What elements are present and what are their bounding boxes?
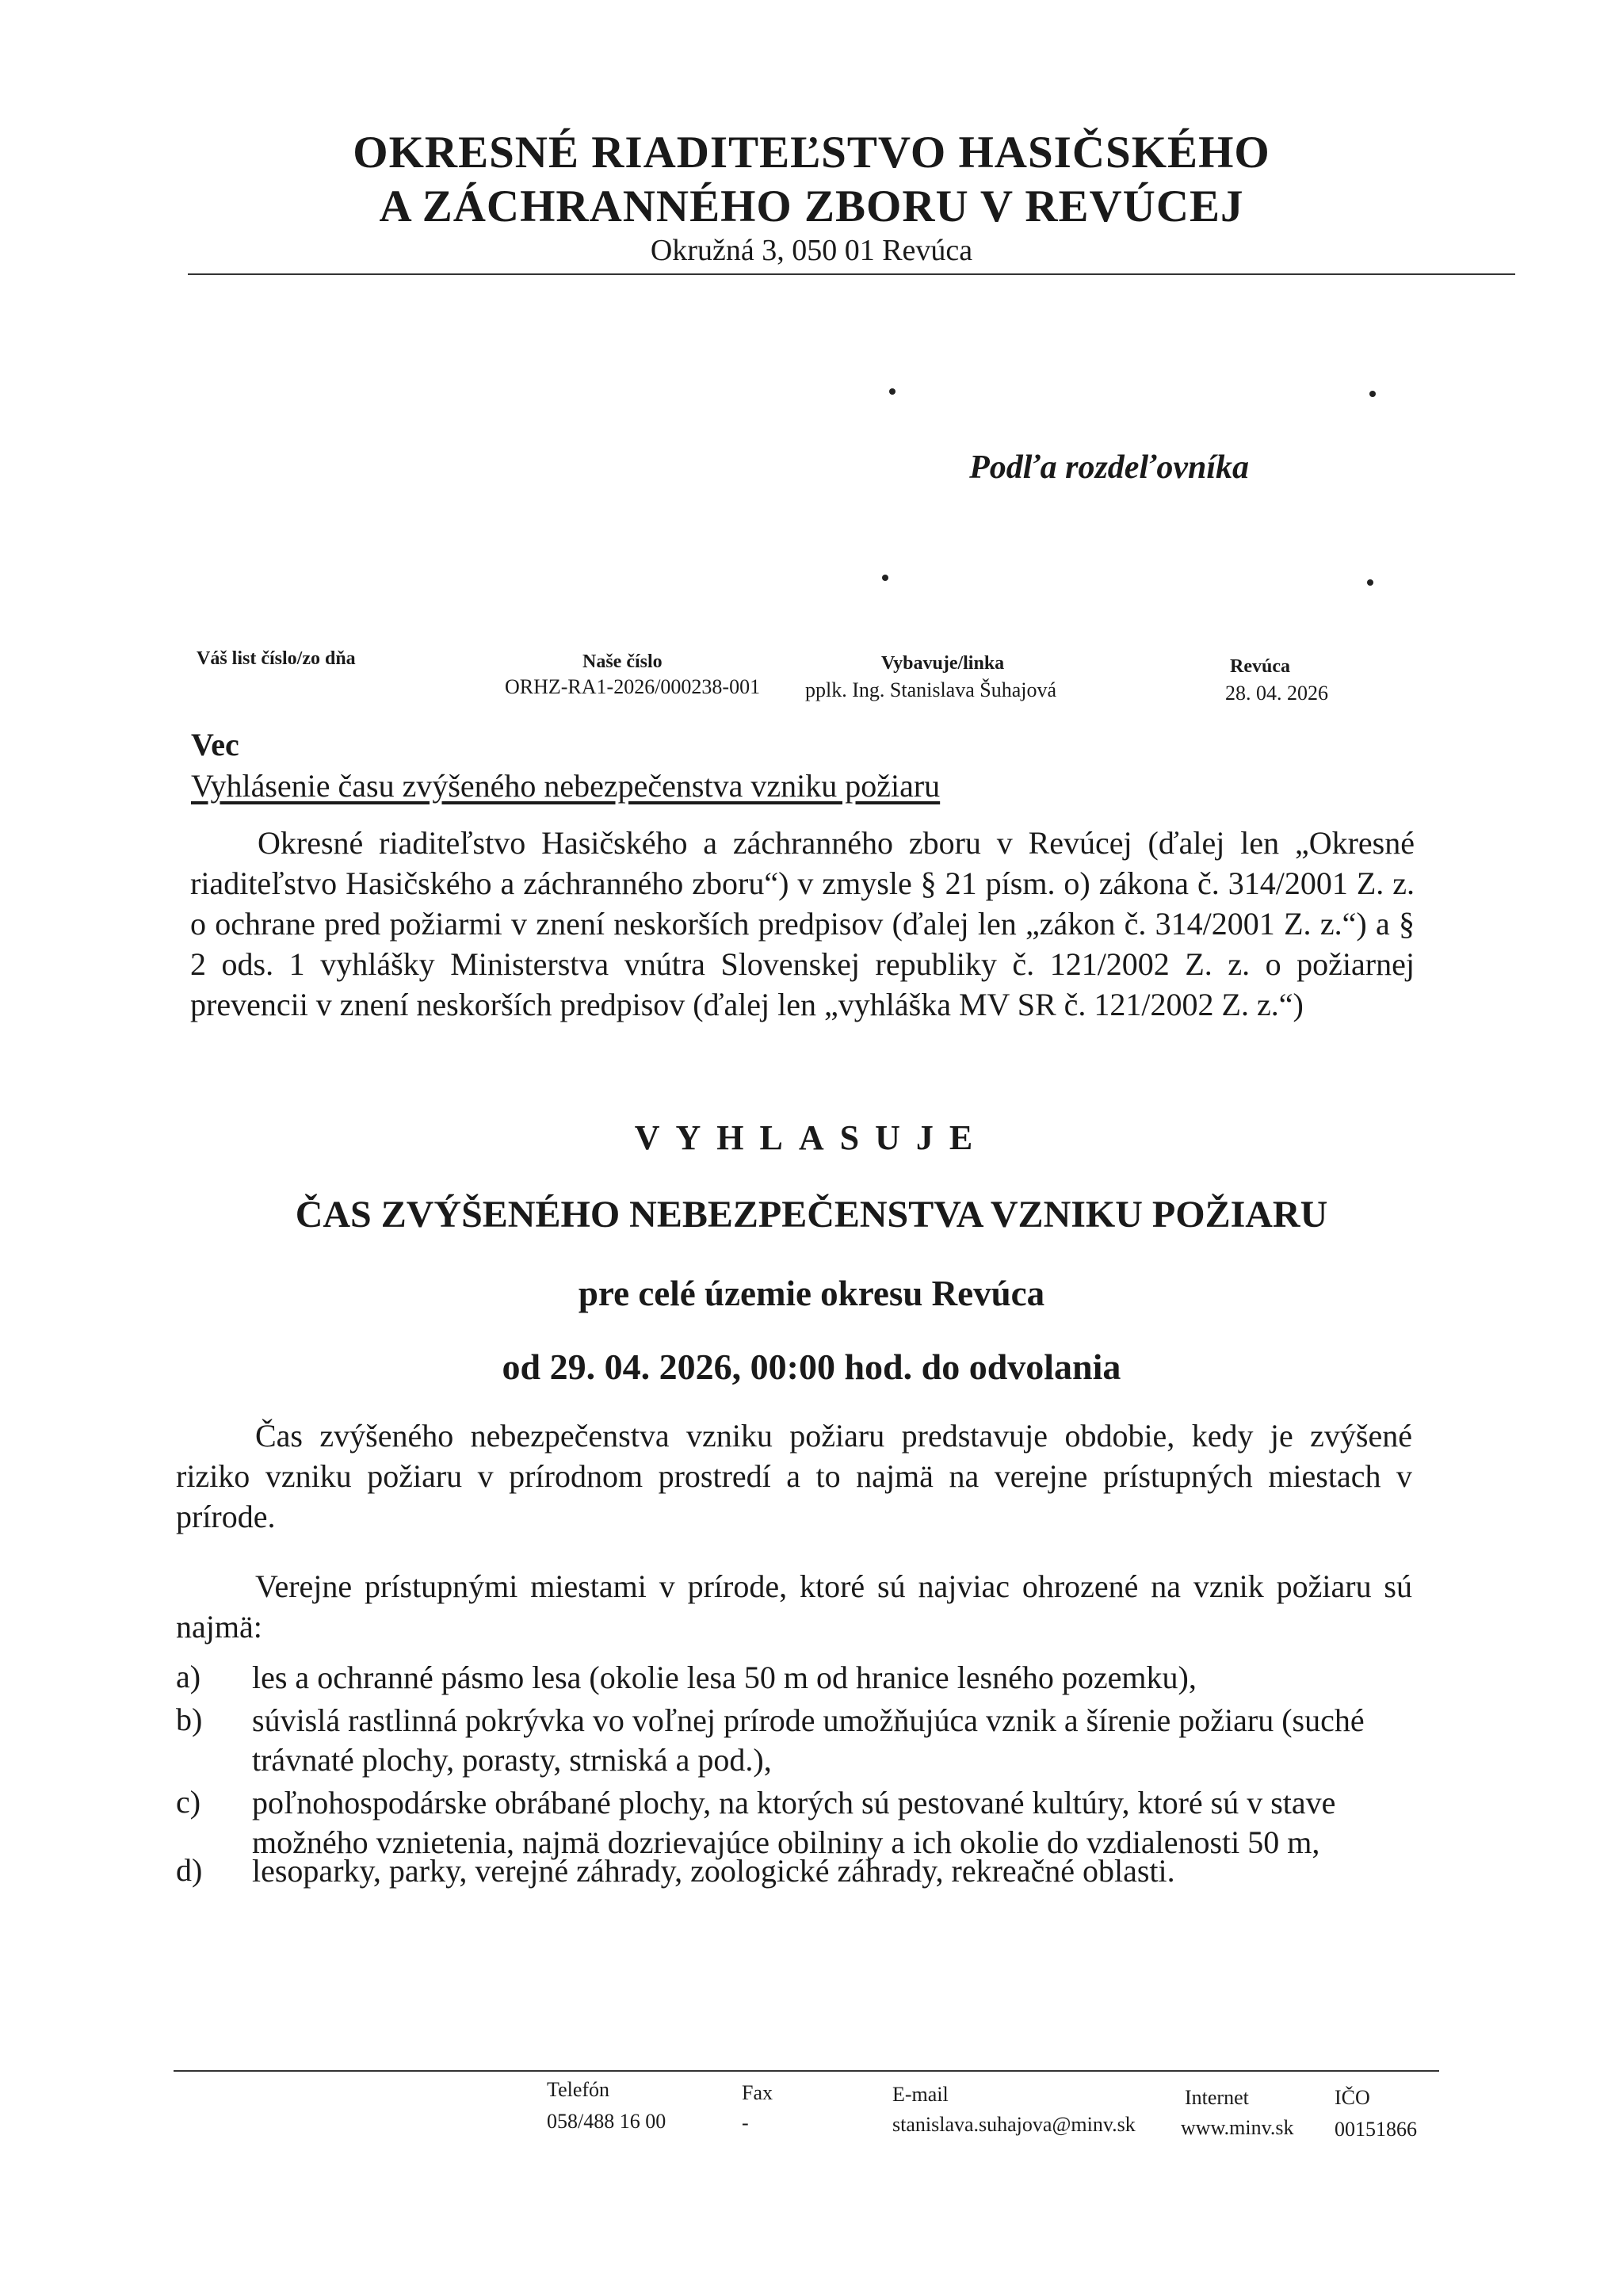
address-window-mark <box>1369 391 1376 397</box>
subject-label: Vec <box>191 727 239 762</box>
handled-by-label: Vybavuje/linka <box>881 653 1005 674</box>
declaration-scope: pre celé územie okresu Revúca <box>578 1274 1045 1313</box>
intro-paragraph-text: Okresné riaditeľstvo Hasičského a záchranného zboru v Revúcej (ďalej len „Okresné riaditeľstvo Hasičského a záchranného zboru“) v zmysle § 21 písm. o) zákona č. 314/2001 Z. z. o ochrane pred požiarmi v znení neskorších predpisov (ďalej len „zákon č. 314/2001 Z. z.“) a § 2 ods. 1 vyhlášky Ministerstva vnútra Slovenskej republiky č. 121/2002 Z. z. o požiarnej prevencii v znení neskorších predpisov (ďalej len „vyhláška MV SR č. 121/2002 Z. z.“) <box>190 825 1415 1022</box>
list-item-b-marker: b) <box>176 1702 203 1737</box>
address-window-mark <box>1367 579 1373 586</box>
footer-fax: - <box>742 2111 749 2134</box>
your-letter-label: Váš list číslo/zo dňa <box>197 648 356 669</box>
organization-name-line1: OKRESNÉ RIADITEĽSTVO HASIČSKÉHO <box>353 128 1270 178</box>
footer-email[interactable]: stanislava.suhajova@minv.sk <box>892 2113 1136 2136</box>
our-number: ORHZ-RA1-2026/000238-001 <box>505 675 761 698</box>
footer-divider <box>174 2070 1439 2072</box>
places-text: Verejne prístupnými miestami v prírode, ktoré sú najviac ohrozené na vznik požiaru sú najmä: <box>176 1568 1412 1645</box>
footer-fax-label: Fax <box>742 2081 773 2104</box>
list-item-c-marker: c) <box>176 1784 201 1820</box>
footer-internet-label: Internet <box>1185 2086 1249 2109</box>
place-label: Revúca <box>1230 656 1290 677</box>
declaration-period: od 29. 04. 2026, 00:00 hod. do odvolania <box>502 1347 1121 1387</box>
footer-email-label: E-mail <box>892 2083 949 2106</box>
organization-address: Okružná 3, 050 01 Revúca <box>650 234 973 267</box>
risk-definition-paragraph <box>176 1415 1412 1537</box>
list-item-c: poľnohospodárske obrábané plochy, na ktorých sú pestované kultúry, ktoré sú v stave možného vznietenia, najmä dozrievajúce obilniny a ich okolie do vzdialenosti 50 m, <box>252 1785 1336 1860</box>
declaration-verb: VYHLASUJE <box>634 1118 989 1157</box>
footer-ico-label: IČO <box>1335 2086 1370 2109</box>
list-item-d: lesoparky, parky, verejné záhrady, zoologické záhrady, rekreačné oblasti. <box>252 1853 1175 1889</box>
handled-by: pplk. Ing. Stanislava Šuhajová <box>805 678 1057 701</box>
footer-ico: 00151866 <box>1335 2118 1417 2141</box>
risk-definition-text: Čas zvýšeného nebezpečenstva vzniku požiaru predstavuje obdobie, kedy je zvýšené riziko vzniku požiaru v prírodnom prostredí a to najmä na verejne prístupných miestach v prírode. <box>176 1418 1412 1534</box>
recipient: Podľa rozdeľovníka <box>969 449 1249 486</box>
places-paragraph <box>176 1566 1412 1647</box>
footer-phone-label: Telefón <box>547 2078 610 2101</box>
list-item-a-marker: a) <box>176 1659 201 1694</box>
list-item-a: les a ochranné pásmo lesa (okolie lesa 50 m od hranice lesného pozemku), <box>252 1660 1197 1695</box>
address-window-mark <box>889 388 896 395</box>
list-item-d-marker: d) <box>176 1852 203 1888</box>
list-item-b: súvislá rastlinná pokrývka vo voľnej prírode umožňujúca vznik a šírenie požiaru (suché trávnaté plochy, porasty, strniská a pod.), <box>252 1702 1365 1778</box>
document-date: 28. 04. 2026 <box>1225 682 1328 705</box>
address-window-mark <box>882 575 888 581</box>
footer-phone: 058/488 16 00 <box>547 2110 666 2133</box>
intro-paragraph <box>190 823 1415 1025</box>
declaration-headline: ČAS ZVÝŠENÉHO NEBEZPEČENSTVA VZNIKU POŽIARU <box>295 1194 1328 1236</box>
our-number-label: Naše číslo <box>582 651 663 672</box>
subject-text: Vyhlásenie času zvýšeného nebezpečenstva vzniku požiaru <box>191 768 941 804</box>
footer-internet[interactable]: www.minv.sk <box>1181 2116 1294 2139</box>
organization-name-line2: A ZÁCHRANNÉHO ZBORU V REVÚCEJ <box>379 181 1244 231</box>
header-divider <box>188 273 1515 275</box>
